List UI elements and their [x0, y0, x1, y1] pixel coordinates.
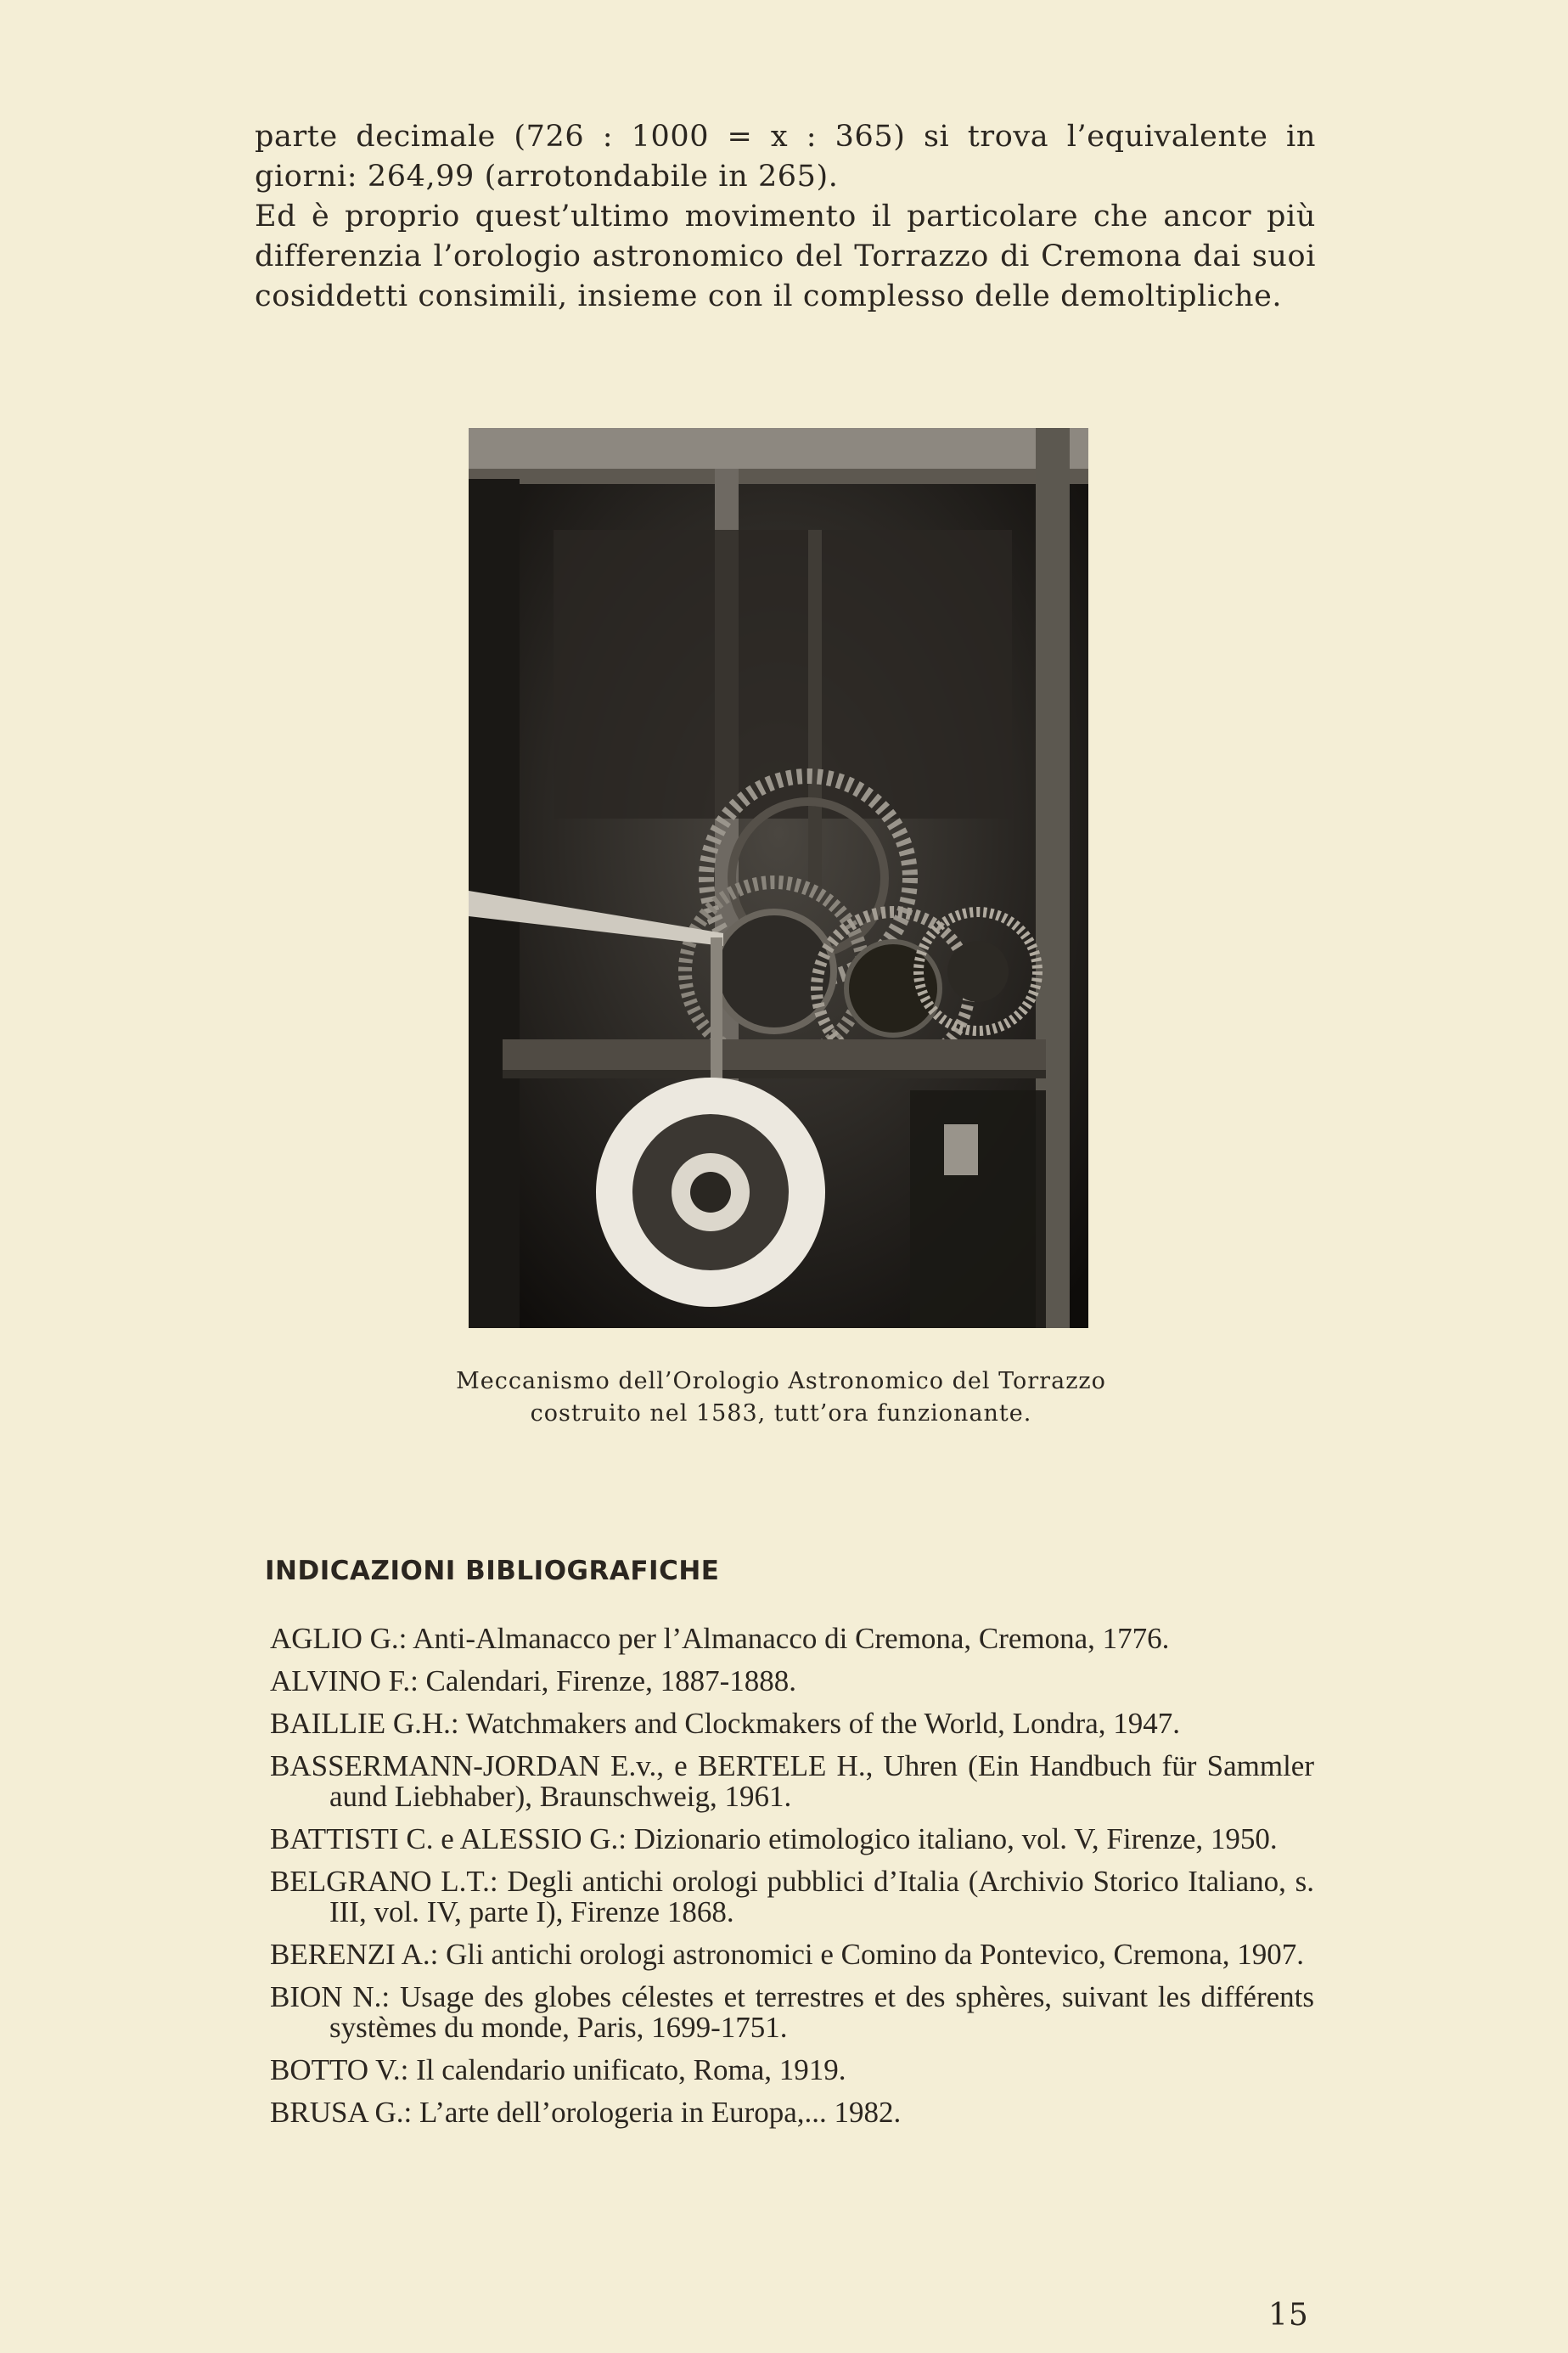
bibliography-entry: AGLIO G.: Anti-Almanacco per l’Almanacco di Cremona, Cremona, 1776. [270, 1622, 1170, 1655]
bibliography-entry: BOTTO V.: Il calendario unificato, Roma, 1919. [270, 2053, 846, 2086]
bibliography-list [270, 1624, 1314, 2140]
bibliography-entry: ALVINO F.: Calendari, Firenze, 1887-1888. [270, 1664, 796, 1697]
bibliography-entry: BRUSA G.: L’arte dell’orologeria in Europa,... 1982. [270, 2096, 902, 2129]
intro-paragraph-1: parte decimale (726 : 1000 = x : 365) si trova l’equivalente in giorni: 264,99 (arrotondabile in 265). [255, 120, 1316, 194]
bibliography-entry: BAILLIE G.H.: Watchmakers and Clockmakers of the World, Londra, 1947. [270, 1707, 1180, 1740]
bibliography-heading: INDICAZIONI BIBLIOGRAFICHE [265, 1556, 720, 1586]
clock-mechanism-photo-icon [469, 428, 1088, 1328]
intro-paragraph-2: Ed è proprio quest’ultimo movimento il particolare che ancor più differenzia l’orologio astronomico del Torrazzo di Cremona dai suoi cosiddetti consimili, insieme con il complesso delle demoltipliche. [255, 200, 1316, 313]
clock-mechanism-photo [469, 428, 1088, 1328]
intro-text [255, 117, 1316, 317]
bibliography-entry: BELGRANO L.T.: Degli antichi orologi pubblici d’Italia (Archivio Storico Italiano, s. III, vol. IV, parte I), Firenze 1868. [270, 1865, 1314, 1928]
bibliography-entry: BERENZI A.: Gli antichi orologi astronomici e Comino da Pontevico, Cremona, 1907. [270, 1938, 1305, 1971]
bibliography-entry: BION N.: Usage des globes célestes et terrestres et des sphères, suivant les différents systèmes du monde, Paris, 1699-1751. [270, 1980, 1314, 2044]
page-number: 15 [1268, 2298, 1309, 2333]
caption-line-1: Meccanismo dell’Orologio Astronomico del Torrazzo [456, 1368, 1106, 1394]
bibliography-entry: BASSERMANN-JORDAN E.v., e BERTELE H., Uhren (Ein Handbuch für Sammler aund Liebhaber), Braunschweig, 1961. [270, 1749, 1314, 1813]
figure-caption [374, 1365, 1189, 1430]
caption-line-2: costruito nel 1583, tutt’ora funzionante. [530, 1400, 1032, 1427]
bibliography-entry: BATTISTI C. e ALESSIO G.: Dizionario etimologico italiano, vol. V, Firenze, 1950. [270, 1822, 1278, 1855]
